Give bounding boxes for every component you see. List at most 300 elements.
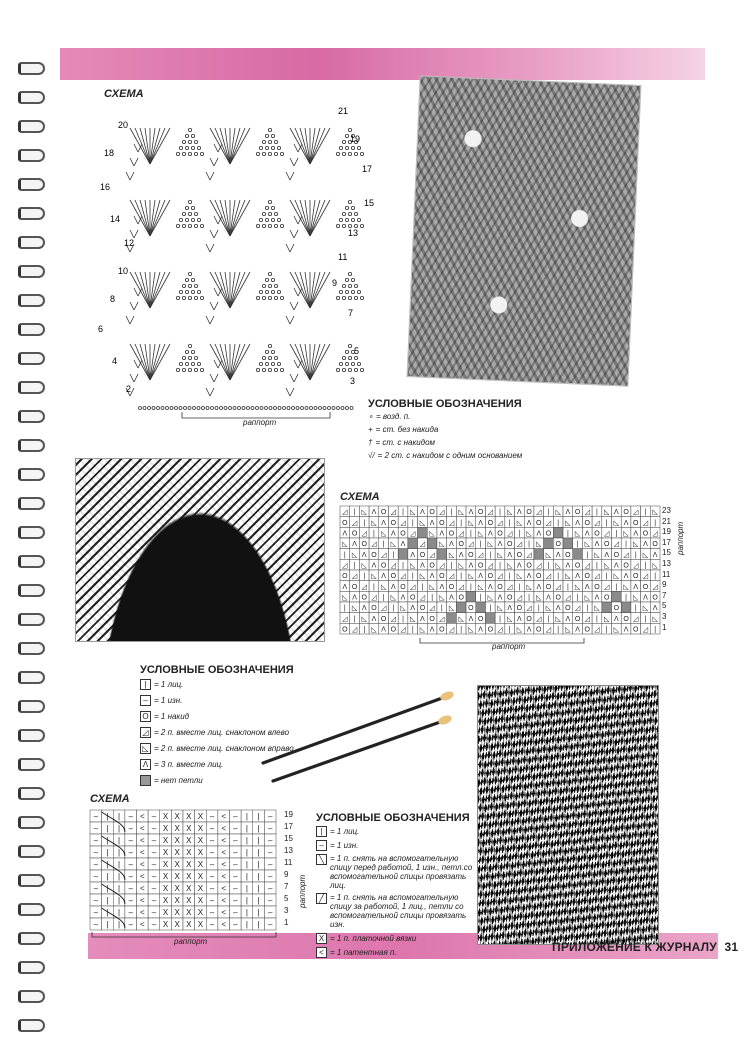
crochet-dot bbox=[182, 368, 185, 371]
lace-symbol: O bbox=[565, 605, 571, 613]
lace-symbol: O bbox=[390, 626, 397, 634]
crochet-stitch bbox=[130, 128, 150, 164]
crochet-v-stitch bbox=[290, 230, 298, 238]
cable-symbol: < bbox=[221, 848, 227, 857]
lace-cell bbox=[418, 527, 428, 538]
lace-symbol: ◿ bbox=[633, 509, 639, 517]
lace-symbol: O bbox=[361, 594, 367, 602]
lace-symbol: Λ bbox=[429, 573, 435, 581]
lace-symbol: O bbox=[584, 626, 590, 634]
section1-chart-title: СХЕМА bbox=[104, 88, 144, 100]
section2-legend-title: УСЛОВНЫЕ ОБОЗНАЧЕНИЯ bbox=[140, 664, 294, 676]
lace-symbol: ◿ bbox=[603, 583, 610, 591]
crochet-stitch bbox=[300, 200, 310, 236]
lace-symbol: Λ bbox=[487, 530, 493, 538]
lace-symbol: Λ bbox=[381, 626, 386, 634]
lace-symbol: O bbox=[516, 551, 523, 559]
lace-symbol: ◿ bbox=[526, 551, 532, 559]
lace-symbol: ◿ bbox=[448, 626, 455, 634]
cable-symbol: X bbox=[186, 848, 192, 857]
lace-symbol: O bbox=[555, 594, 561, 602]
lace-symbol: ◿ bbox=[555, 583, 561, 591]
lace-symbol: ◿ bbox=[410, 530, 416, 538]
spiral-ring bbox=[18, 410, 45, 423]
spiral-ring bbox=[18, 497, 45, 510]
brioche-stitch-icon: < bbox=[316, 947, 327, 958]
crochet-v-stitch bbox=[206, 172, 214, 180]
lace-symbol: O bbox=[603, 541, 610, 549]
cable-symbol: – bbox=[233, 872, 238, 881]
lace-symbol: Λ bbox=[487, 583, 493, 591]
lace-symbol: | bbox=[644, 615, 647, 623]
crochet-chain bbox=[152, 407, 155, 410]
cable-symbol: | bbox=[257, 884, 260, 893]
lace-symbol: Λ bbox=[652, 605, 658, 613]
single-crochet-icon: + bbox=[368, 425, 373, 434]
lace-symbol: O bbox=[633, 573, 639, 581]
crochet-v-stitch bbox=[286, 244, 294, 252]
lace-symbol: ◺ bbox=[458, 562, 464, 570]
spiral-ring bbox=[18, 468, 45, 481]
lace-symbol: Λ bbox=[623, 573, 629, 581]
lace-symbol: O bbox=[477, 562, 484, 570]
lace-symbol: ◿ bbox=[458, 583, 464, 591]
lace-symbol: ◿ bbox=[390, 509, 397, 517]
cable-symbol: X bbox=[174, 824, 180, 833]
lace-symbol: ◿ bbox=[584, 615, 590, 623]
cable-symbol: X bbox=[174, 908, 180, 917]
crochet-dot bbox=[188, 152, 191, 155]
crochet-dot bbox=[354, 356, 357, 359]
crochet-dot bbox=[268, 344, 271, 347]
lace-symbol: O bbox=[594, 583, 600, 591]
lace-symbol: Λ bbox=[468, 509, 474, 517]
crochet-dot bbox=[265, 278, 268, 281]
lace-symbol: | bbox=[343, 551, 346, 559]
cable-symbol: | bbox=[106, 908, 109, 917]
lace-symbol: Λ bbox=[526, 573, 532, 581]
lace-symbol: | bbox=[489, 551, 492, 559]
lace-symbol: ◿ bbox=[497, 626, 503, 634]
lace-symbol: Λ bbox=[400, 594, 406, 602]
crochet-stitch bbox=[220, 272, 230, 308]
crochet-dot bbox=[179, 290, 182, 293]
lace-symbol: ◺ bbox=[371, 573, 377, 581]
lace-symbol: Λ bbox=[458, 551, 464, 559]
cable-symbol: – bbox=[209, 908, 215, 917]
lace-symbol: ◿ bbox=[565, 594, 571, 602]
crochet-dot bbox=[191, 146, 194, 149]
lace-symbol: | bbox=[528, 594, 531, 602]
crochet-dot bbox=[265, 134, 268, 137]
crochet-dot bbox=[176, 224, 179, 227]
cable-symbol: < bbox=[139, 872, 145, 881]
lace-symbol: ◺ bbox=[574, 530, 581, 538]
lace-symbol: ◺ bbox=[487, 541, 493, 549]
row-number-left: 14 bbox=[110, 214, 121, 224]
purl-icon: – bbox=[316, 840, 327, 851]
cable-symbol: < bbox=[221, 836, 227, 845]
cable-symbol: | bbox=[257, 812, 260, 821]
cable-symbol: – bbox=[209, 872, 215, 881]
crochet-dot bbox=[185, 278, 188, 281]
cable-symbol: X bbox=[197, 812, 204, 821]
crochet-dot bbox=[348, 344, 351, 347]
crochet-dot bbox=[336, 296, 339, 299]
lace-symbol: ◺ bbox=[603, 509, 610, 517]
lace-symbol: | bbox=[605, 626, 608, 634]
lace-symbol: | bbox=[440, 605, 443, 613]
cable-symbol: < bbox=[139, 848, 145, 857]
legend-item: ∘ = возд. п. bbox=[368, 412, 411, 421]
cable-symbol: X bbox=[162, 836, 169, 845]
row-number-right: 5 bbox=[354, 346, 360, 356]
crochet-dot bbox=[265, 350, 268, 353]
lace-symbol: Λ bbox=[449, 541, 454, 549]
row-number-left: 6 bbox=[98, 324, 104, 334]
footer-caption bbox=[552, 940, 738, 954]
lace-symbol: Λ bbox=[555, 605, 561, 613]
lace-symbol: ◺ bbox=[361, 562, 367, 570]
lace-symbol: ◺ bbox=[439, 541, 445, 549]
section1-legend bbox=[368, 410, 522, 462]
crochet-dot bbox=[194, 212, 197, 215]
crochet-dot bbox=[265, 206, 268, 209]
lace-symbol: Λ bbox=[352, 541, 357, 549]
spiral-ring bbox=[18, 845, 45, 858]
cable-symbol: – bbox=[209, 812, 215, 821]
crochet-stitch bbox=[150, 128, 160, 164]
no-stitch-icon bbox=[140, 775, 151, 786]
cable-symbol: | bbox=[257, 848, 260, 857]
cable-symbol: X bbox=[197, 884, 204, 893]
crochet-dot bbox=[360, 152, 363, 155]
lace-symbol: ◺ bbox=[380, 530, 387, 538]
crochet-dot bbox=[188, 212, 191, 215]
lace-symbol: Λ bbox=[575, 519, 580, 527]
cable-symbol: | bbox=[118, 848, 121, 857]
lace-symbol: ◺ bbox=[458, 509, 464, 517]
lace-symbol: | bbox=[605, 519, 608, 527]
crochet-dot bbox=[188, 296, 191, 299]
lace-symbol: O bbox=[429, 509, 435, 517]
cable-vertical-repeat-label: раппорт bbox=[298, 874, 307, 908]
lace-symbol: ◿ bbox=[351, 519, 358, 527]
lace-symbol: ◺ bbox=[487, 594, 493, 602]
lace-symbol: O bbox=[516, 605, 523, 613]
crochet-dot bbox=[280, 224, 283, 227]
lace-symbol: ◿ bbox=[371, 541, 377, 549]
lace-symbol: ◺ bbox=[565, 626, 571, 634]
crochet-dot bbox=[262, 152, 265, 155]
lace-symbol: ◺ bbox=[516, 626, 523, 634]
lace-symbol: ◺ bbox=[536, 594, 542, 602]
cable-symbol: | bbox=[118, 836, 121, 845]
crochet-dot bbox=[191, 350, 194, 353]
cable-symbol: – bbox=[267, 848, 273, 857]
legend-item: ╲ = 1 п. снять на вспомогательную спицу перед работой, 1 изн., петл.со вспомогательной спицы провязать лиц. bbox=[316, 854, 481, 890]
crochet-dot bbox=[348, 152, 351, 155]
lace-symbol: | bbox=[518, 530, 521, 538]
spiral-ring bbox=[18, 62, 45, 75]
cable-symbol: | bbox=[257, 836, 260, 845]
lace-symbol: ◿ bbox=[642, 573, 649, 581]
lace-symbol: Λ bbox=[614, 509, 619, 517]
lace-symbol: O bbox=[477, 615, 484, 623]
lace-symbol: | bbox=[528, 541, 531, 549]
lace-symbol: | bbox=[654, 626, 657, 634]
row-number-left: 12 bbox=[124, 238, 135, 248]
cable-symbol: – bbox=[267, 860, 273, 869]
spiral-ring bbox=[18, 584, 45, 597]
lace-cell bbox=[456, 602, 466, 613]
lace-symbol: ◿ bbox=[603, 530, 610, 538]
lace-symbol: | bbox=[353, 615, 356, 623]
cable-symbol: X bbox=[197, 848, 204, 857]
cable-symbol: X bbox=[162, 896, 169, 905]
crochet-dot bbox=[274, 368, 277, 371]
crochet-dot bbox=[345, 146, 348, 149]
crochet-dot bbox=[268, 140, 271, 143]
crochet-dot bbox=[191, 218, 194, 221]
lace-row-numbers: 23 21 19 17 15 13 11 9 7 5 3 1 bbox=[662, 506, 671, 632]
crochet-stitch bbox=[130, 272, 150, 308]
cable-symbol: – bbox=[151, 884, 157, 893]
spiral-ring bbox=[18, 236, 45, 249]
lace-symbol: ◿ bbox=[342, 562, 348, 570]
cable-symbol: | bbox=[118, 812, 121, 821]
lace-symbol: O bbox=[526, 509, 532, 517]
spiral-ring bbox=[18, 381, 45, 394]
cable-symbol: | bbox=[106, 860, 109, 869]
cable-row-numbers: 19 17 15 13 11 9 7 5 3 1 bbox=[284, 810, 293, 927]
lace-symbol: ◿ bbox=[623, 551, 629, 559]
crochet-dot bbox=[182, 224, 185, 227]
crochet-dot bbox=[268, 284, 271, 287]
crochet-dot bbox=[274, 284, 277, 287]
row-number-left: 2 bbox=[126, 384, 132, 394]
lace-symbol: ◺ bbox=[633, 541, 639, 549]
crochet-dot bbox=[274, 224, 277, 227]
lace-symbol: ◿ bbox=[594, 519, 600, 527]
lace-symbol: O bbox=[623, 562, 629, 570]
lace-symbol: O bbox=[371, 551, 377, 559]
lace-symbol: | bbox=[431, 594, 434, 602]
crochet-dot bbox=[259, 362, 262, 365]
lace-symbol: ◺ bbox=[497, 551, 503, 559]
lace-cell bbox=[466, 591, 476, 602]
lace-symbol: | bbox=[499, 509, 501, 517]
legend-item: † = ст. с накидом bbox=[368, 438, 436, 447]
crochet-dot bbox=[262, 356, 265, 359]
garter-stitch-icon: X bbox=[316, 933, 327, 944]
lace-symbol: Λ bbox=[420, 615, 425, 623]
cable-symbol: < bbox=[221, 824, 227, 833]
legend-item: | = 1 лиц. bbox=[316, 824, 481, 838]
lace-symbol: O bbox=[613, 605, 620, 613]
crochet-chain bbox=[341, 407, 344, 410]
crochet-dot bbox=[277, 146, 280, 149]
lace-symbol: ◿ bbox=[507, 530, 513, 538]
crochet-dot bbox=[339, 218, 342, 221]
crochet-stitch bbox=[310, 344, 330, 380]
cable-symbol: | bbox=[118, 824, 121, 833]
lace-symbol: | bbox=[634, 605, 637, 613]
legend-item: | = 1 лиц. bbox=[140, 676, 294, 692]
lace-symbol: ◺ bbox=[623, 530, 629, 538]
legend-item: √/ = 2 ст. с накидом с одним основанием bbox=[368, 451, 523, 460]
crochet-stitch bbox=[230, 200, 240, 236]
lace-symbol: ◺ bbox=[516, 573, 523, 581]
crochet-dot bbox=[268, 200, 271, 203]
crochet-dot bbox=[182, 212, 185, 215]
crochet-dot bbox=[351, 218, 354, 221]
spiral-ring bbox=[18, 439, 45, 452]
lace-symbol: | bbox=[596, 509, 598, 517]
cable-symbol: < bbox=[139, 920, 145, 929]
spiral-ring bbox=[18, 990, 45, 1003]
lace-symbol: O bbox=[526, 615, 532, 623]
cable-symbol: – bbox=[209, 836, 215, 845]
lace-symbol: ◺ bbox=[613, 573, 620, 581]
crochet-dot bbox=[194, 224, 197, 227]
lace-symbol: ◿ bbox=[477, 551, 484, 559]
lace-symbol: ◺ bbox=[410, 509, 416, 517]
cable-symbol: – bbox=[128, 836, 133, 845]
crochet-stitch bbox=[230, 128, 240, 164]
lace-symbol: ◿ bbox=[400, 519, 406, 527]
lace-symbol: ◿ bbox=[584, 562, 590, 570]
lace-symbol: O bbox=[613, 551, 620, 559]
cable-right-icon: ╲ bbox=[316, 854, 327, 865]
lace-symbol: ◺ bbox=[613, 626, 620, 634]
lace-symbol: ◺ bbox=[477, 583, 484, 591]
lace-symbol: | bbox=[654, 519, 657, 527]
crochet-stitch bbox=[230, 272, 240, 308]
lace-symbol: Λ bbox=[507, 605, 513, 613]
crochet-dot bbox=[200, 224, 203, 227]
crochet-dot bbox=[194, 368, 197, 371]
crochet-stitch bbox=[300, 128, 310, 164]
crochet-v-stitch bbox=[206, 388, 214, 396]
crochet-v-stitch bbox=[210, 158, 218, 166]
cable-symbol: – bbox=[267, 812, 273, 821]
crochet-dot bbox=[197, 146, 200, 149]
lace-symbol: Λ bbox=[468, 615, 474, 623]
cable-symbol: – bbox=[128, 920, 133, 929]
crochet-dot bbox=[262, 212, 265, 215]
lace-symbol: ◺ bbox=[633, 594, 639, 602]
cable-symbol: X bbox=[174, 860, 180, 869]
crochet-dot bbox=[265, 218, 268, 221]
crochet-dot bbox=[256, 296, 259, 299]
spiral-ring bbox=[18, 294, 45, 307]
lace-repeat-label: раппорт bbox=[492, 642, 526, 651]
lace-symbol: ◿ bbox=[429, 605, 435, 613]
lace-symbol: | bbox=[654, 573, 657, 581]
lace-crochet-photo bbox=[407, 75, 642, 386]
row-number-right: 17 bbox=[362, 164, 373, 174]
lace-symbol: Λ bbox=[352, 594, 357, 602]
lace-symbol: | bbox=[382, 594, 385, 602]
lace-symbol: ◺ bbox=[390, 594, 397, 602]
lace-cell bbox=[408, 538, 418, 549]
crochet-dot bbox=[271, 290, 274, 293]
lace-symbol: ◿ bbox=[487, 509, 493, 517]
crochet-chain bbox=[166, 407, 169, 410]
cable-symbol: X bbox=[186, 872, 192, 881]
lace-symbol: Λ bbox=[429, 626, 435, 634]
lace-symbol: | bbox=[576, 594, 579, 602]
lace-symbol: | bbox=[625, 541, 627, 549]
lace-symbol: Λ bbox=[575, 626, 580, 634]
lace-symbol: ◿ bbox=[390, 615, 397, 623]
lace-symbol: O bbox=[342, 573, 348, 581]
crochet-dot bbox=[194, 296, 197, 299]
page-number: 31 bbox=[724, 940, 739, 954]
crochet-dot bbox=[348, 200, 351, 203]
crochet-dot bbox=[342, 368, 345, 371]
crochet-stitch bbox=[230, 344, 240, 380]
cable-symbol: | bbox=[106, 836, 109, 845]
cable-symbol: – bbox=[233, 860, 238, 869]
cable-symbol: < bbox=[139, 884, 145, 893]
lace-symbol: | bbox=[557, 626, 560, 634]
crochet-chain bbox=[148, 407, 151, 410]
lace-symbol: ◺ bbox=[419, 626, 426, 634]
crochet-dot bbox=[182, 284, 185, 287]
spiral-ring bbox=[18, 903, 45, 916]
knit-lace-chart bbox=[340, 506, 670, 636]
crochet-dot bbox=[339, 146, 342, 149]
crochet-dot bbox=[348, 296, 351, 299]
lace-symbol: ◺ bbox=[584, 541, 590, 549]
lace-symbol: ◺ bbox=[565, 573, 571, 581]
crochet-dot bbox=[354, 284, 357, 287]
cable-symbol: < bbox=[139, 908, 145, 917]
cable-symbol: X bbox=[197, 920, 204, 929]
lace-symbol: O bbox=[487, 573, 494, 581]
spiral-ring bbox=[18, 91, 45, 104]
lace-symbol: Λ bbox=[507, 551, 513, 559]
lace-symbol: Λ bbox=[517, 509, 522, 517]
section2-chart-title: СХЕМА bbox=[340, 491, 380, 503]
lace-symbol: ◺ bbox=[351, 551, 358, 559]
lace-symbol: O bbox=[390, 519, 397, 527]
crochet-dot bbox=[191, 362, 194, 365]
lace-symbol: ◺ bbox=[613, 519, 620, 527]
lace-symbol: Λ bbox=[546, 594, 551, 602]
lace-symbol: ◿ bbox=[536, 615, 542, 623]
cable-symbol: X bbox=[162, 812, 169, 821]
lace-symbol: ◺ bbox=[400, 605, 406, 613]
row-number-right: 7 bbox=[348, 308, 354, 318]
cable-symbol: – bbox=[267, 836, 273, 845]
crochet-dot bbox=[265, 146, 268, 149]
lace-symbol: ◿ bbox=[642, 519, 649, 527]
lace-symbol: ◺ bbox=[468, 573, 474, 581]
cable-symbol: X bbox=[197, 824, 204, 833]
crochet-stitch bbox=[230, 128, 250, 164]
lace-symbol: | bbox=[547, 615, 550, 623]
crochet-dot bbox=[176, 368, 179, 371]
crochet-dot bbox=[191, 290, 194, 293]
crochet-dot bbox=[357, 218, 360, 221]
lace-symbol: Λ bbox=[400, 541, 406, 549]
lace-symbol: | bbox=[557, 573, 560, 581]
lace-symbol: ◺ bbox=[468, 519, 474, 527]
lace-symbol: ◺ bbox=[361, 615, 367, 623]
